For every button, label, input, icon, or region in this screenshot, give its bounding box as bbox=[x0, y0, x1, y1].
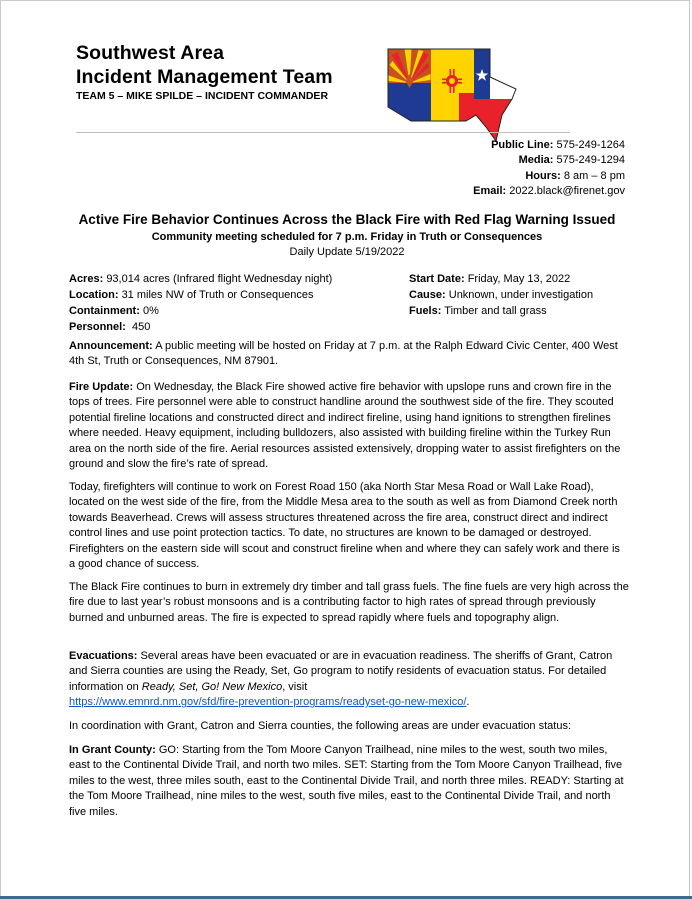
fire-update-paragraph: Fire Update: On Wednesday, the Black Fire showed active fire behavior with upslope runs and crown fire in the tops of trees. Fire personnel were able to construct handline around the southwest side of the fire. They scouted potential fireline locations and constructed direct and indirect fireline, using hand ignitions to strengthen firelines where needed. Heavy equipment, including bulldozers, also assisted with building fireline within the Turkey Run area on the north side of the fire. Aerial resources assisted extensively, dropping water to assist firefighters on the ground and slow the fire’s rate of spread. bbox=[69, 381, 621, 471]
acres-fact: Acres: 93,014 acres (Infrared flight Wednesday night) bbox=[69, 273, 333, 285]
contact-block bbox=[473, 138, 625, 199]
hours-line: Hours: 8 am – 8 pm bbox=[525, 169, 625, 182]
daily-update-date: Daily Update 5/19/2022 bbox=[289, 246, 405, 258]
personnel-fact: Personnel: 450 bbox=[69, 321, 151, 333]
org-header bbox=[76, 41, 333, 103]
org-name-line1: Southwest Area bbox=[76, 42, 225, 64]
fire-facts-left bbox=[69, 271, 332, 335]
fire-facts-right bbox=[409, 271, 593, 319]
header-divider bbox=[76, 132, 570, 133]
today-operations-paragraph: Today, firefighters will continue to work on Forest Road 150 (aka North Star Mesa Road or Wall Lake Road), located on the west side of the fire, from the Middle Mesa area to the south as well as from Diamond Creek north towards Beaverhead. Crews will assess structures threatened across the fire area, construct direct and indirect control lines and use point protection tactics. To date, no structures are known to be damaged or destroyed. Firefighters on the eastern side will scout and construct fireline when and where they can safely work and there is a good chance of success. bbox=[69, 481, 620, 571]
announcement-paragraph: Announcement: A public meeting will be hosted on Friday at 7 p.m. at the Ralph Edward Civic Center, 400 West 4th St, Truth or Consequences, NM 87901. bbox=[69, 340, 618, 368]
evacuations-paragraph: Evacuations: Several areas have been evacuated or are in evacuation readiness. The sheriffs of Grant, Catron and Sierra counties are using the Ready, Set, Go program to notify residents of evacuation status. For detailed information on Ready, Set, Go! New Mexico, visit https://www.emnrd.nm.gov/sfd/fire-prevention-programs/readyset-go-new-mexico/. bbox=[69, 650, 613, 709]
fuels-fact: Fuels: Timber and tall grass bbox=[409, 305, 547, 317]
cause-fact: Cause: Unknown, under investigation bbox=[409, 289, 594, 301]
ready-set-go-link[interactable]: https://www.emnrd.nm.gov/sfd/fire-prevention-programs/readyset-go-new-mexico/ bbox=[69, 696, 467, 709]
fuels-paragraph: The Black Fire continues to burn in extremely dry timber and tall grass fuels. The fine fuels are very high across the fire due to last year’s robust monsoons and is a contributing factor to high rates of spread through previously burned and unburned areas. The fire is expected to spread rapidly where fuels and topography align. bbox=[69, 581, 629, 624]
containment-fact: Containment: 0% bbox=[69, 305, 159, 317]
org-name-line2: Incident Management Team bbox=[76, 66, 333, 88]
headline-title: Active Fire Behavior Continues Across the Black Fire with Red Flag Warning Issued bbox=[78, 212, 616, 227]
grant-county-paragraph: In Grant County: GO: Starting from the Tom Moore Canyon Trailhead, nine miles to the west, south two miles, east to the Continental Divide Trail, and north two miles. SET: Starting from the Tom Moore Canyon Trailhead, five miles to the west, three miles south, east to the Continental Divide Trail, and north three miles. READY: Starting at the Tom Moore Trailhead, nine miles to the west, south five miles, east to the Continental Divide Trail, and north five miles. bbox=[69, 744, 624, 818]
team-line: TEAM 5 – MIKE SPILDE – INCIDENT COMMANDER bbox=[76, 90, 329, 102]
coordination-paragraph: In coordination with Grant, Catron and Sierra counties, the following areas are under evacuation status: bbox=[69, 720, 572, 732]
location-fact: Location: 31 miles NW of Truth or Consequences bbox=[69, 289, 314, 301]
start-date-fact: Start Date: Friday, May 13, 2022 bbox=[409, 273, 571, 285]
email-line: Email: 2022.black@firenet.gov bbox=[473, 184, 625, 197]
public-line: Public Line: 575-249-1264 bbox=[491, 139, 625, 151]
media-line: Media: 575-249-1294 bbox=[518, 154, 625, 167]
headline-subtitle: Community meeting scheduled for 7 p.m. Friday in Truth or Consequences bbox=[151, 231, 543, 243]
